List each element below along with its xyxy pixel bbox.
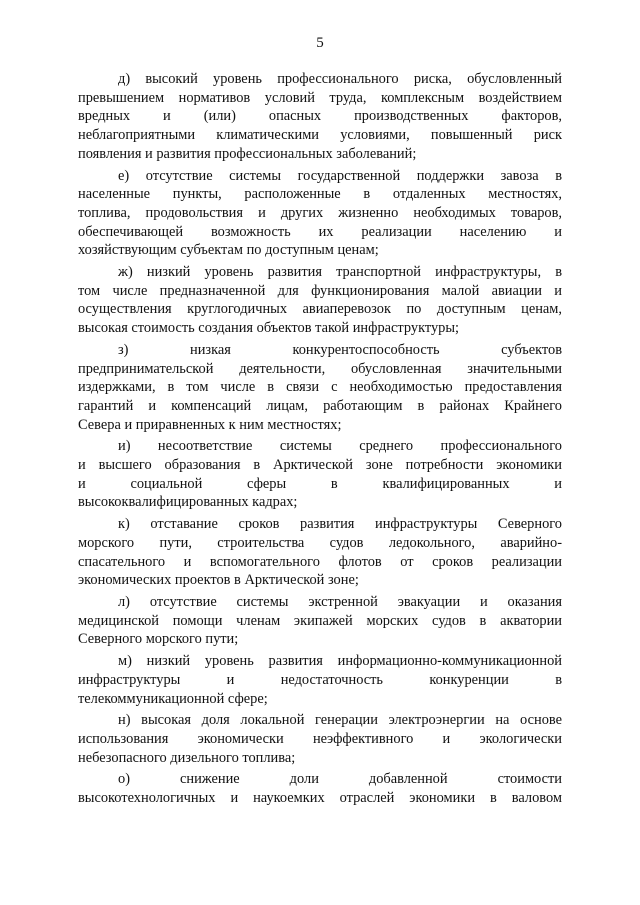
text-line: неблагоприятными климатическими условиями, повышенный риск — [78, 127, 562, 144]
paragraph — [78, 437, 562, 512]
text-line: д) высокий уровень профессионального риска, обусловленный — [118, 71, 562, 87]
paragraph — [78, 711, 562, 767]
text-line: морского пути, строительства судов ледокольного, аварийно- — [78, 534, 562, 551]
text-line: Севера и приравненных к ним местностях; — [78, 416, 342, 433]
text-line: использования экономически неэффективного и экологически — [78, 730, 562, 747]
text-line: предпринимательской деятельности, обусловленная значительными — [78, 360, 562, 377]
text-line: обеспечивающей возможность их реализации населению и — [78, 223, 562, 240]
text-line: населенные пункты, расположенные в отдаленных местностях, — [78, 186, 562, 203]
text-line: и социальной сферы в квалифицированных и — [78, 475, 562, 492]
text-line: том числе предназначенной для функционирования малой авиации и — [78, 282, 562, 299]
text-line: з) низкая конкурентоспособность субъектов — [118, 341, 562, 358]
text-line: медицинской помощи членам экипажей морских судов в акватории — [78, 612, 562, 629]
text-line: превышением нормативов условий труда, комплексным воздействием — [78, 89, 562, 106]
text-line: небезопасного дизельного топлива; — [78, 749, 296, 766]
text-line: издержками, в том числе в связи с необходимостью предоставления — [78, 379, 562, 396]
paragraph — [78, 70, 562, 164]
text-line: н) высокая доля локальной генерации электроэнергии на основе — [118, 712, 562, 729]
paragraph — [78, 652, 562, 708]
text-line: появления и развития профессиональных заболеваний; — [78, 145, 417, 162]
text-line: топлива, продовольствия и других жизненно необходимых товаров, — [78, 204, 562, 221]
paragraph — [78, 167, 562, 261]
text-line: вредных и (или) опасных производственных факторов, — [78, 108, 562, 125]
text-line: высокотехнологичных и наукоемких отраслей экономики в валовом — [78, 790, 562, 807]
text-line: и) несоответствие системы среднего профессионального — [118, 438, 562, 455]
text-line: экономических проектов в Арктической зоне; — [78, 572, 359, 589]
paragraph — [78, 515, 562, 590]
text-line: о) снижение доли добавленной стоимости — [118, 771, 562, 788]
text-line: и высшего образования в Арктической зоне потребности экономики — [78, 457, 562, 474]
text-line: Северного морского пути; — [78, 631, 239, 648]
text-line: ж) низкий уровень развития транспортной инфраструктуры, в — [118, 264, 562, 281]
document-body — [78, 70, 562, 811]
text-line: спасательного и вспомогательного флотов от сроков реализации — [78, 553, 562, 570]
text-line: л) отсутствие системы экстренной эвакуации и оказания — [118, 593, 562, 610]
text-line: высококвалифицированных кадрах; — [78, 494, 298, 511]
text-line: высокая стоимость создания объектов такой инфраструктуры; — [78, 320, 460, 337]
paragraph — [78, 341, 562, 435]
text-line: м) низкий уровень развития информационно-коммуникационной — [118, 653, 562, 670]
paragraph — [78, 263, 562, 338]
paragraph — [78, 593, 562, 649]
text-line: хозяйствующим субъектам по доступным ценам; — [78, 242, 379, 259]
page-number: 5 — [316, 35, 324, 51]
text-line: гарантий и компенсаций лицам, работающим в районах Крайнего — [78, 397, 562, 414]
paragraph — [78, 770, 562, 807]
text-line: инфраструктуры и недостаточность конкуренции в — [78, 671, 562, 688]
text-line: е) отсутствие системы государственной поддержки завоза в — [118, 167, 562, 184]
text-line: осуществления круглогодичных авиаперевозок по доступным ценам, — [78, 301, 562, 318]
text-line: к) отставание сроков развития инфраструктуры Северного — [118, 516, 562, 533]
text-line: телекоммуникационной сфере; — [78, 690, 268, 707]
